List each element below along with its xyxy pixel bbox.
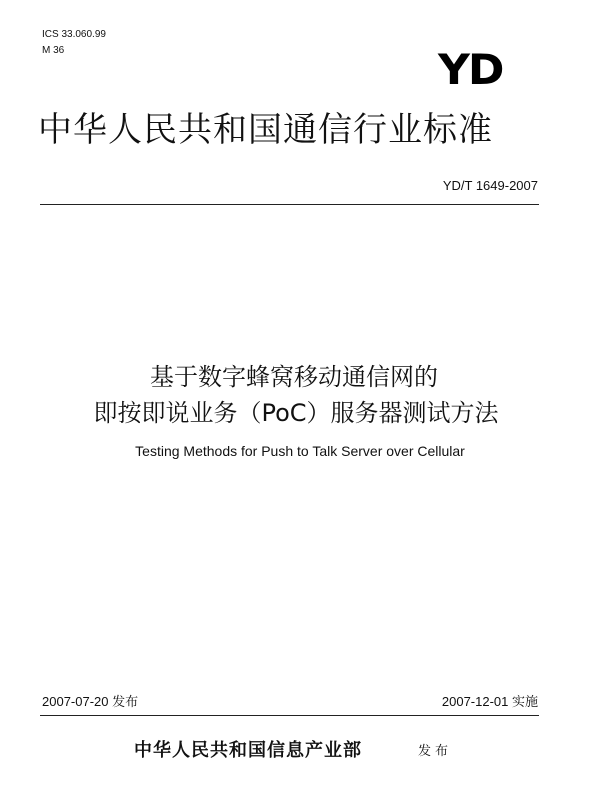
document-title-english: Testing Methods for Push to Talk Server over Cellular (135, 443, 465, 459)
publisher-name: 中华人民共和国信息产业部 (134, 740, 362, 761)
yd-logo: YD (438, 45, 503, 94)
ics-code: ICS 33.060.99 (42, 29, 106, 40)
implementation-date: 2007-12-01 实施 (441, 694, 538, 709)
top-rule (40, 204, 539, 205)
publish-label: 发布 (418, 744, 453, 759)
bottom-rule (40, 715, 539, 716)
document-title-line2: 即按即说业务（PoC）服务器测试方法 (93, 399, 499, 427)
standard-number: YD/T 1649-2007 (442, 178, 538, 193)
issue-date: 2007-07-20 发布 (42, 694, 139, 709)
document-title-line1: 基于数字蜂窝移动通信网的 (150, 363, 438, 391)
classification-code: M 36 (42, 45, 65, 56)
org-title: 中华人民共和国通信行业标准 (38, 110, 493, 150)
